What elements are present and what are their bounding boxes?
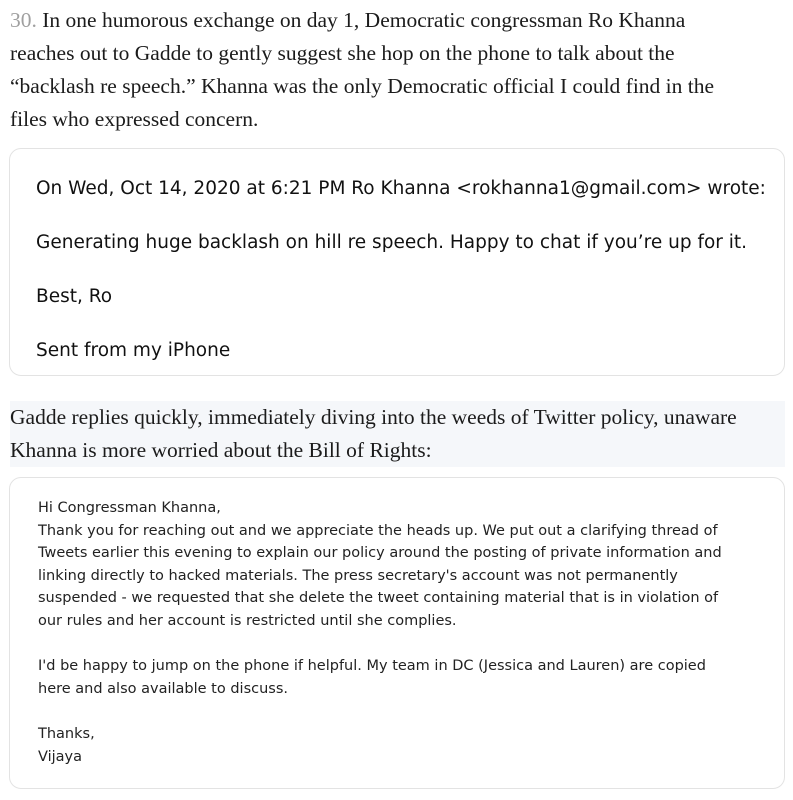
intro-line: In one humorous exchange on day 1, Democratic congressman Ro Khanna <box>42 8 686 32</box>
reply-line: Gadde replies quickly, immediately diving into the weeds of Twitter policy, unaware <box>10 405 737 429</box>
email-body-line: suspended - we requested that she delete the tweet containing material that is in violation of <box>38 590 719 607</box>
email-header: On Wed, Oct 14, 2020 at 6:21 PM Ro Khanna <rokhanna1@gmail.com> wrote: <box>36 178 766 199</box>
email-followup-line: I'd be happy to jump on the phone if helpful. My team in DC (Jessica and Lauren) are copied <box>38 658 706 675</box>
reply-line: Khanna is more worried about the Bill of Rights: <box>10 438 432 462</box>
email-body-line: our rules and her account is restricted until she complies. <box>38 612 457 629</box>
intro-line: “backlash re speech.” Khanna was the only Democratic official I could find in the <box>10 74 715 98</box>
intro-line: files who expressed concern. <box>10 107 259 131</box>
paragraph-number: 30. <box>10 8 37 32</box>
email-body-line: Tweets earlier this evening to explain our policy around the posting of private information and <box>38 545 722 562</box>
email-sender-name: Vijaya <box>38 748 83 765</box>
paragraph-gap <box>38 633 784 656</box>
khanna-email-card <box>9 148 785 376</box>
intro-line: reaches out to Gadde to gently suggest she hop on the phone to talk about the <box>10 41 675 65</box>
email-body-line: Thank you for reaching out and we appreciate the heads up. We put out a clarifying thread of <box>38 522 718 539</box>
gadde-email-card <box>9 477 785 789</box>
reply-paragraph <box>10 401 785 467</box>
email-body-line: linking directly to hacked materials. The press secretary's account was not permanently <box>38 567 678 584</box>
email-greeting: Hi Congressman Khanna, <box>38 500 221 516</box>
email-body: Generating huge backlash on hill re speech. Happy to chat if you’re up for it. <box>36 232 748 253</box>
email-closing: Thanks, <box>38 725 95 742</box>
email-signoff: Best, Ro <box>36 286 113 307</box>
paragraph-gap <box>38 700 784 723</box>
email-followup-line: here and also available to discuss. <box>38 680 289 697</box>
email-footer: Sent from my iPhone <box>36 340 231 361</box>
intro-paragraph <box>10 4 785 136</box>
